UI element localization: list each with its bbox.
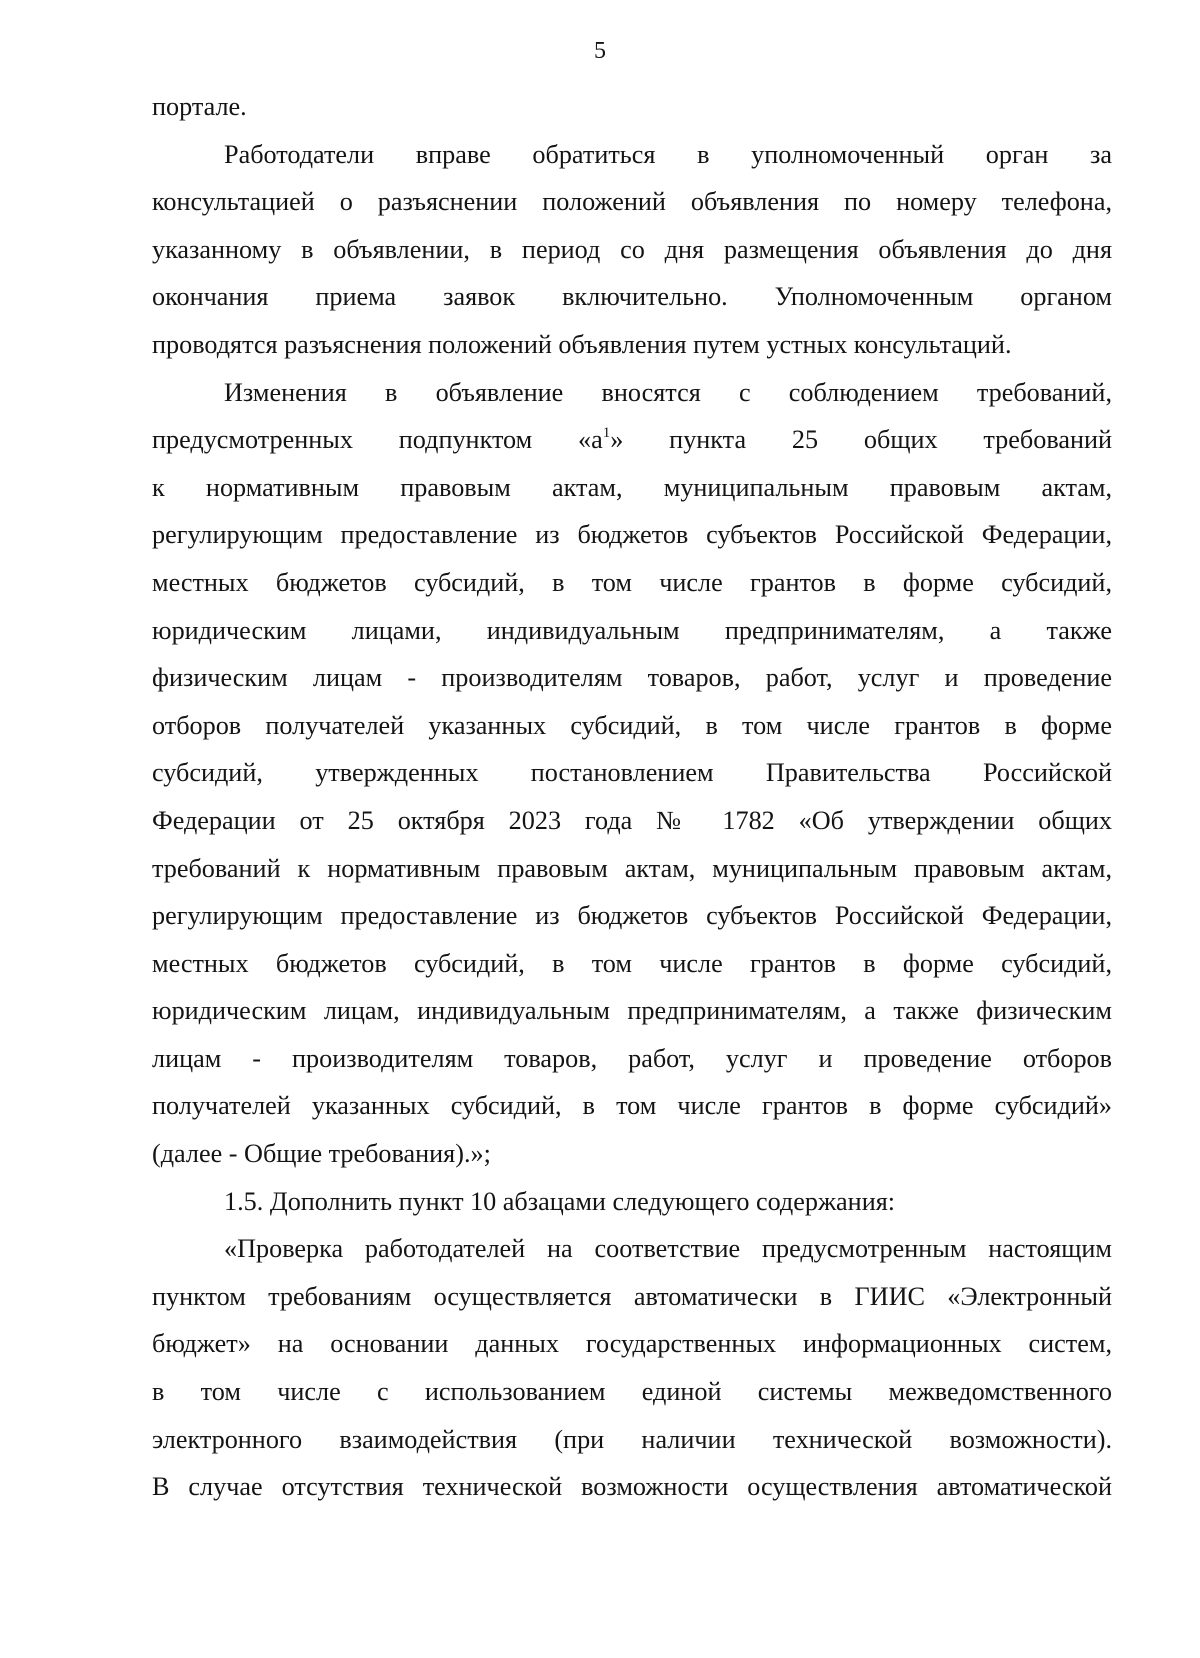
text-line: окончания приема заявок включительно. Уполномоченным органом — [152, 282, 1112, 312]
text-line: портале. — [152, 92, 247, 121]
text-line: в том числе с использованием единой системы межведомственного — [152, 1377, 1112, 1407]
text-segment: предусмотренных подпунктом «а — [152, 425, 603, 455]
text-line: указанному в объявлении, в период со дня размещения объявления до дня — [152, 234, 1112, 264]
text-line: Работодатели вправе обратиться в уполномоченный орган за — [224, 139, 1112, 169]
text-line: Изменения в объявление вносятся с соблюдением требований, — [224, 377, 1112, 407]
text-line: местных бюджетов субсидий, в том числе грантов в форме субсидий, — [152, 567, 1112, 597]
paragraph — [152, 1178, 1112, 1226]
text-line: физическим лицам - производителям товаров, работ, услуг и проведение — [152, 663, 1112, 693]
text-line — [152, 416, 1112, 464]
text-line: Федерации от 25 октября 2023 года № 1782 «Об утверждении общих — [152, 805, 1112, 835]
text-line: пунктом требованиям осуществляется автоматически в ГИИС «Электронный — [152, 1281, 1112, 1311]
text-line: электронного взаимодействия (при наличии технической возможности). — [152, 1424, 1112, 1454]
text-line: юридическим лицами, индивидуальным предпринимателям, а также — [152, 615, 1112, 645]
superscript: 1 — [602, 425, 611, 442]
text-line: консультацией о разъяснении положений объявления по номеру телефона, — [152, 187, 1112, 217]
paragraph — [152, 83, 1112, 131]
page-number: 5 — [594, 38, 606, 64]
text-line: В случае отсутствия технической возможности осуществления автоматической — [152, 1472, 1112, 1502]
text-line: местных бюджетов субсидий, в том числе грантов в форме субсидий, — [152, 948, 1112, 978]
text-line: проводятся разъяснения положений объявления путем устных консультаций. — [152, 329, 1012, 359]
paragraph — [152, 1225, 1112, 1511]
text-line: регулирующим предоставление из бюджетов субъектов Российской Федерации, — [152, 520, 1112, 550]
text-line: регулирующим предоставление из бюджетов субъектов Российской Федерации, — [152, 901, 1112, 931]
text-line: (далее - Общие требования).»; — [152, 1139, 491, 1169]
text-line: бюджет» на основании данных государственных информационных систем, — [152, 1329, 1112, 1359]
paragraph — [152, 131, 1112, 369]
text-line: получателей указанных субсидий, в том числе грантов в форме субсидий» — [152, 1091, 1112, 1121]
text-line: к нормативным правовым актам, муниципальным правовым актам, — [152, 472, 1112, 502]
text-segment: » пункта 25 общих требований — [610, 425, 1112, 455]
document-body — [152, 83, 1112, 1511]
text-line: «Проверка работодателей на соответствие предусмотренным настоящим — [224, 1234, 1112, 1264]
text-line: лицам - производителям товаров, работ, услуг и проведение отборов — [152, 1043, 1112, 1073]
text-line: требований к нормативным правовым актам, муниципальным правовым актам, — [152, 853, 1112, 883]
text-line: 1.5. Дополнить пункт 10 абзацами следующего содержания: — [224, 1186, 896, 1216]
text-line: отборов получателей указанных субсидий, в том числе грантов в форме — [152, 710, 1112, 740]
paragraph — [152, 369, 1112, 1178]
text-line: юридическим лицам, индивидуальным предпринимателям, а также физическим — [152, 996, 1112, 1026]
text-line: субсидий, утвержденных постановлением Правительства Российской — [152, 758, 1112, 788]
